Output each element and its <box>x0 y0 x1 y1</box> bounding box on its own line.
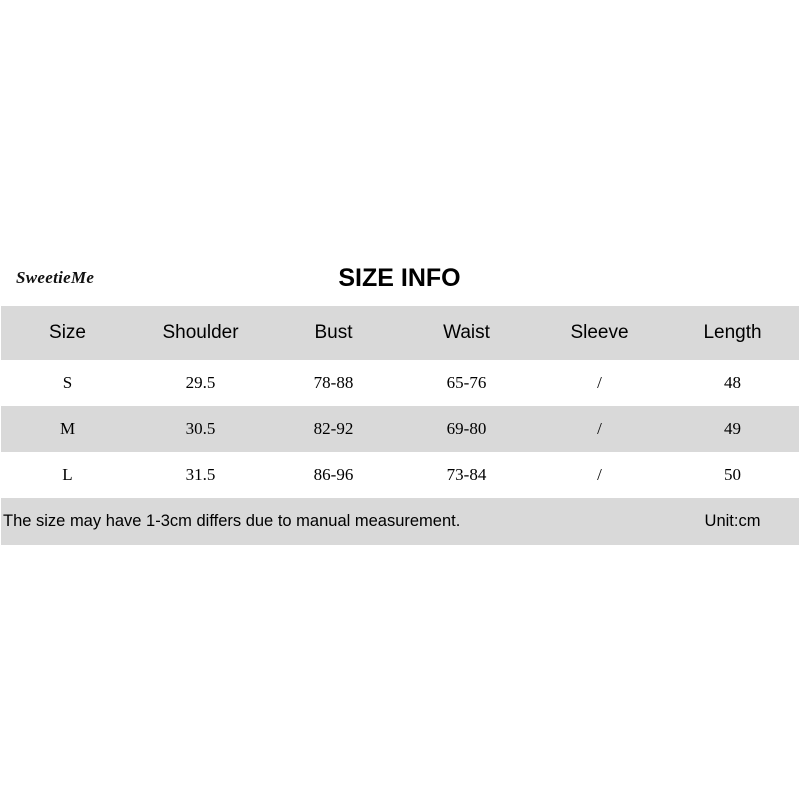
measurement-note: The size may have 1-3cm differs due to manual measurement. <box>3 512 461 530</box>
cell-size: L <box>62 465 73 484</box>
header-waist: Waist <box>443 322 490 343</box>
cell-bust: 78-88 <box>313 373 354 392</box>
header-sleeve: Sleeve <box>570 322 629 343</box>
table-row <box>1 452 799 498</box>
cell-sleeve: / <box>597 465 602 484</box>
cell-sleeve: / <box>597 373 602 392</box>
table-header-row <box>1 306 799 360</box>
cell-bust: 82-92 <box>313 419 354 438</box>
page-title: SIZE INFO <box>338 264 461 292</box>
table-footer-row <box>1 498 799 545</box>
cell-waist: 73-84 <box>446 465 487 484</box>
cell-shoulder: 31.5 <box>185 465 216 484</box>
cell-sleeve: / <box>597 419 602 438</box>
cell-size: M <box>59 419 76 438</box>
cell-length: 48 <box>724 373 741 392</box>
table-row <box>1 360 799 406</box>
unit-label: Unit:cm <box>704 512 761 530</box>
cell-waist: 69-80 <box>446 419 487 438</box>
header-length: Length <box>703 322 762 343</box>
brand-logo: SweetieMe <box>16 268 95 287</box>
table-row <box>1 406 799 452</box>
cell-bust: 86-96 <box>313 465 354 484</box>
size-table <box>1 306 799 545</box>
cell-length: 49 <box>724 419 741 438</box>
cell-size: S <box>62 373 73 392</box>
cell-length: 50 <box>724 465 741 484</box>
header-shoulder: Shoulder <box>162 322 239 343</box>
cell-shoulder: 30.5 <box>185 419 216 438</box>
header-size: Size <box>49 322 86 343</box>
cell-shoulder: 29.5 <box>185 373 216 392</box>
header-bust: Bust <box>314 322 353 343</box>
cell-waist: 65-76 <box>446 373 487 392</box>
